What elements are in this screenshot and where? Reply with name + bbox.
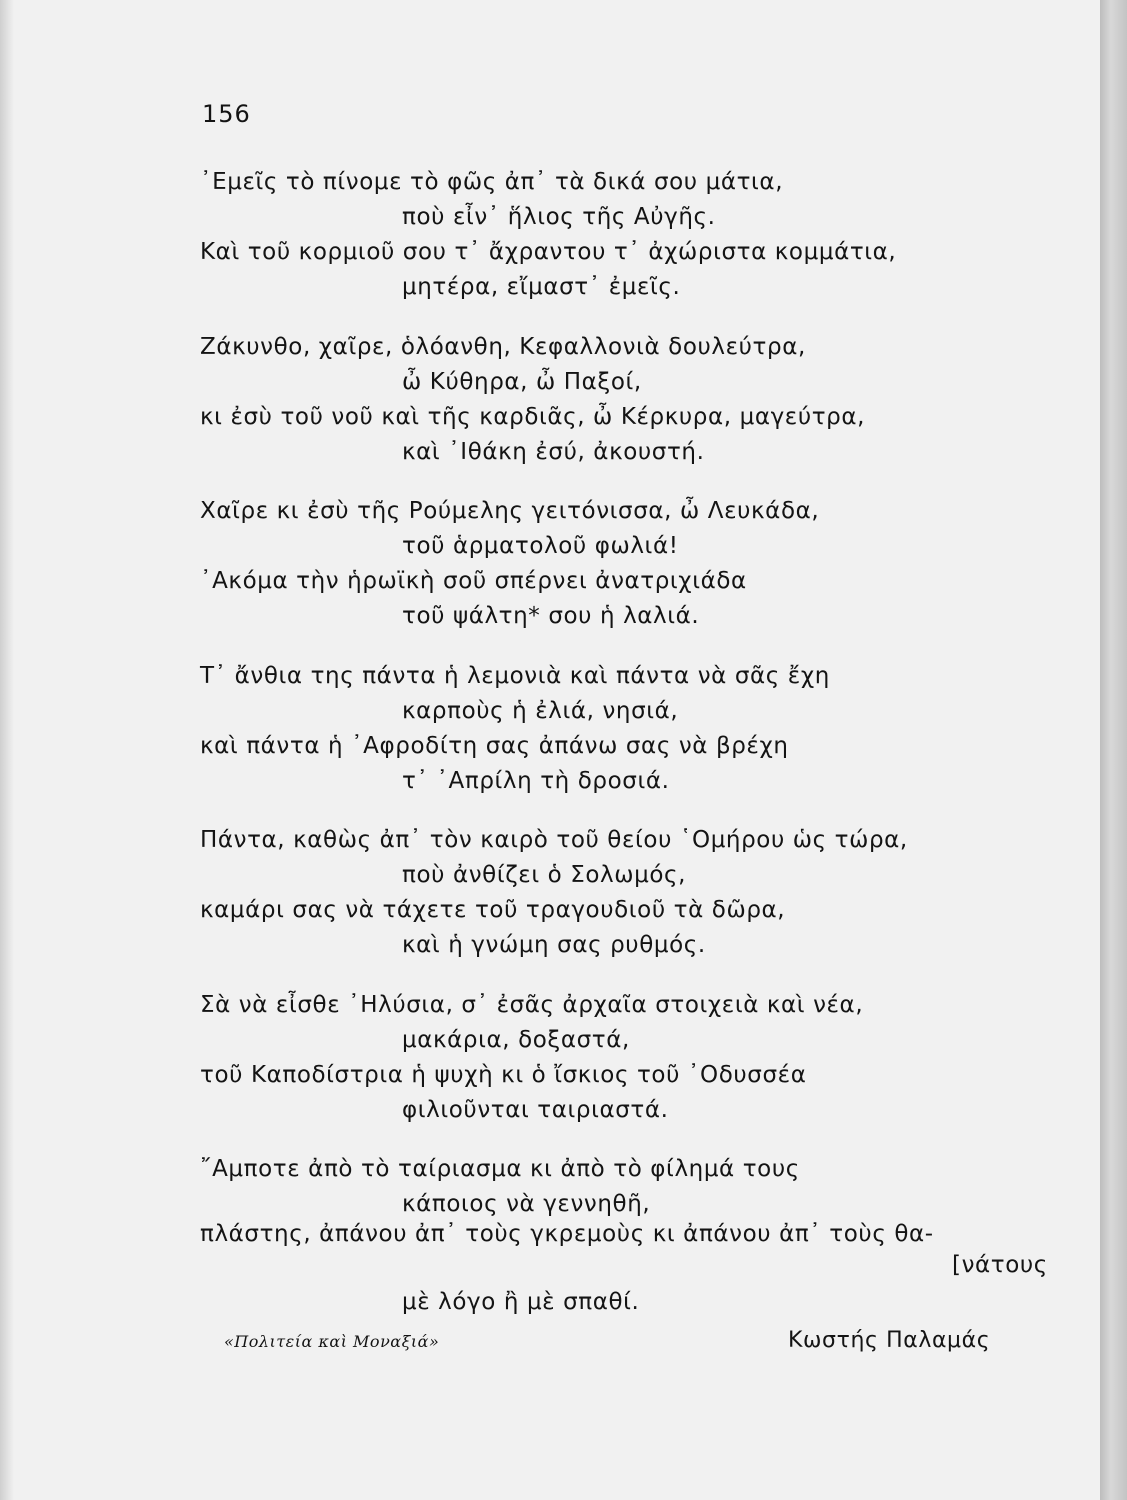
poem-line: ποὺ ἀνθίζει ὁ Σολωμός, bbox=[402, 862, 687, 888]
poem-line: καὶ ἡ γνώμη σας ρυθμός. bbox=[402, 932, 706, 958]
page-left-edge bbox=[0, 0, 14, 1500]
poem-line: Τ᾿ ἄνθια της πάντα ἡ λεμονιὰ καὶ πάντα νὰ σᾶς ἔχη bbox=[200, 663, 830, 689]
poem-line: ῎Αμποτε ἀπὸ τὸ ταίριασμα κι ἀπὸ τὸ φίλημά τους bbox=[200, 1156, 800, 1182]
poem-line: μὲ λόγο ἢ μὲ σπαθί. bbox=[402, 1289, 640, 1315]
poem-line: καρποὺς ἡ ἐλιά, νησιά, bbox=[402, 698, 679, 724]
poem-line: τοῦ ψάλτη* σου ἡ λαλιά. bbox=[402, 603, 700, 629]
poem-line: Πάντα, καθὼς ἀπ᾿ τὸν καιρὸ τοῦ θείου ῾Ομήρου ὡς τώρα, bbox=[200, 827, 908, 853]
poem-line: τ᾿ ᾿Απρίλη τὴ δροσιά. bbox=[402, 768, 670, 794]
source-title: «Πολιτεία καὶ Μοναξιά» bbox=[224, 1332, 440, 1351]
poem-line: καὶ ᾿Ιθάκη ἐσύ, ἀκουστή. bbox=[402, 439, 705, 465]
poem-line: τοῦ Καποδίστρια ἡ ψυχὴ κι ὁ ἴσκιος τοῦ ᾿Οδυσσέα bbox=[200, 1062, 807, 1088]
poem-line: ὦ Κύθηρα, ὦ Παξοί, bbox=[402, 369, 642, 395]
poem-line: φιλιοῦνται ταιριαστά. bbox=[402, 1097, 669, 1123]
poem-line: τοῦ ἁρματολοῦ φωλιά! bbox=[402, 533, 679, 559]
poem-line: καὶ πάντα ἡ ᾿Αφροδίτη σας ἀπάνω σας νὰ βρέχη bbox=[200, 733, 789, 759]
poem-line: μακάρια, δοξαστά, bbox=[402, 1027, 630, 1053]
poem-line: ᾿Εμεῖς τὸ πίνομε τὸ φῶς ἀπ᾿ τὰ δικά σου μάτια, bbox=[200, 169, 784, 195]
poem-line: μητέρα, εἴμαστ᾿ ἐμεῖς. bbox=[402, 274, 681, 300]
poem-line: Χαῖρε κι ἐσὺ τῆς Ρούμελης γειτόνισσα, ὦ Λευκάδα, bbox=[200, 498, 820, 524]
poem-line: κάποιος νὰ γεννηθῆ, bbox=[402, 1191, 651, 1217]
poem-line: καμάρι σας νὰ τάχετε τοῦ τραγουδιοῦ τὰ δῶρα, bbox=[200, 897, 786, 923]
poem-line: κι ἐσὺ τοῦ νοῦ καὶ τῆς καρδιᾶς, ὦ Κέρκυρα, μαγεύτρα, bbox=[200, 404, 866, 430]
poem-line: ᾿Ακόμα τὴν ἡρωϊκὴ σοῦ σπέρνει ἀνατριχιάδα bbox=[200, 568, 747, 594]
poem-line: Ζάκυνθο, χαῖρε, ὁλόανθη, Κεφαλλονιὰ δουλεύτρα, bbox=[200, 334, 806, 360]
author-name: Κωστής Παλαμάς bbox=[788, 1328, 991, 1353]
book-spine bbox=[1100, 0, 1127, 1500]
poem-line: πλάστης, ἀπάνου ἀπ᾿ τοὺς γκρεμοὺς κι ἀπάνου ἀπ᾿ τοὺς θα- bbox=[200, 1221, 934, 1247]
poem-line: Σὰ νὰ εἶσθε ᾿Ηλύσια, σ᾿ ἐσᾶς ἀρχαῖα στοιχειὰ καὶ νέα, bbox=[200, 992, 864, 1018]
poem-line: Καὶ τοῦ κορμιοῦ σου τ᾿ ἄχραντου τ᾿ ἀχώριστα κομμάτια, bbox=[200, 239, 897, 265]
poem-line-continuation: [νάτους bbox=[952, 1252, 1048, 1278]
page-number: 156 bbox=[202, 100, 251, 128]
poem-line: ποὺ εἶν᾿ ἥλιος τῆς Αὐγῆς. bbox=[402, 204, 716, 230]
